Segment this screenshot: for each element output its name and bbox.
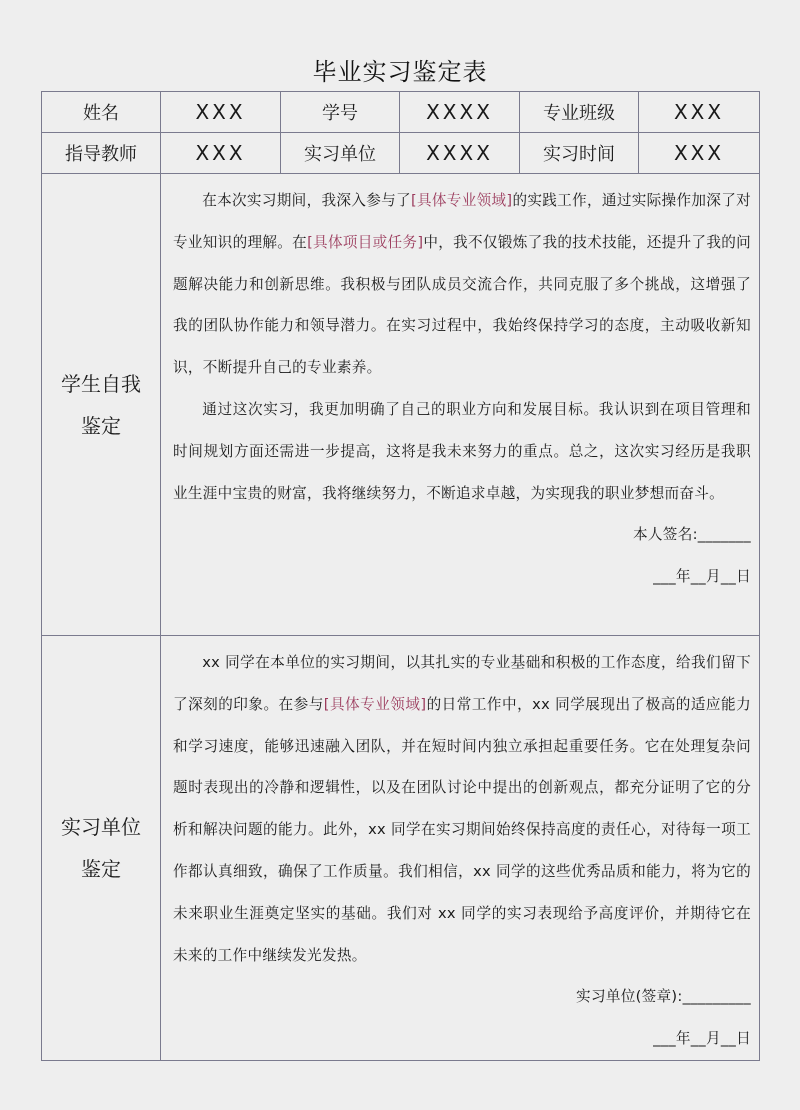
major-class-label: 专业班级 (520, 92, 639, 133)
self-eval-content (161, 174, 760, 636)
major-class-value: XXX (639, 92, 760, 133)
unit-eval-row (42, 636, 760, 1061)
internship-unit-value: XXXX (400, 133, 520, 174)
unit-signature-line: 实习单位(签章):_________ (576, 988, 751, 1006)
name-value: XXX (161, 92, 281, 133)
self-eval-paragraph-2: 通过这次实习，我更加明确了自己的职业方向和发展目标。我认识到在项目管理和时间规划方面还需进一步提高，这将是我未来努力的重点。总之，这次实习经历是我职业生涯中宝贵的财富，我将继续努力，不断追求卓越，为实现我的职业梦想而奋斗。 (173, 400, 751, 502)
unit-eval-content (161, 636, 760, 1061)
advisor-value: XXX (161, 133, 281, 174)
text-run: 在本次实习期间，我深入参与了 (202, 192, 411, 209)
unit-eval-label (42, 636, 161, 1061)
self-signature-line: 本人签名:_______ (633, 526, 751, 544)
text-run: xx 同学在本单位的实习期间，以其扎实的专业基础和积极的工作态度，给我们留下了深刻的印象。在参与 (173, 654, 751, 713)
name-label: 姓名 (42, 92, 161, 133)
internship-time-label: 实习时间 (520, 133, 639, 174)
self-eval-label (42, 174, 161, 636)
header-row-1 (42, 92, 760, 133)
self-eval-paragraph-1 (173, 180, 751, 389)
text-run: 的实践工作，通过实际操作加深了对专业知识的理解。在 (173, 192, 751, 251)
unit-eval-label-line2: 鉴定 (81, 856, 121, 881)
self-date-line: ___年__月__日 (653, 568, 751, 586)
header-row-2 (42, 133, 760, 174)
text-run: 中，我不仅锻炼了我的技术技能，还提升了我的问题解决能力和创新思维。我积极与团队成员交流合作，共同克服了多个挑战，这增强了我的团队协作能力和领导潜力。在实习过程中，我始终保持学习的态度，主动吸收新知识，不断提升自己的专业素养。 (173, 233, 752, 377)
unit-date-line: ___年__月__日 (653, 1030, 751, 1048)
placeholder-field: [具体专业领域] (323, 695, 427, 713)
page-title: 毕业实习鉴定表 (312, 58, 488, 86)
placeholder-project: [具体项目或任务] (307, 233, 424, 251)
text-run: 的日常工作中，xx 同学展现出了极高的适应能力和学习速度，能够迅速融入团队，并在短时间内独立承担起重要任务。它在处理复杂问题时表现出的冷静和逻辑性，以及在团队讨论中提出的创新观点，都充分证明了它的分析和解决问题的能力。此外，xx 同学在实习期间始终保持高度的责任心，对待每一项工作都认真细致，确保了工作质量。我们相信，xx 同学的这些优秀品质和能力，将为它的未来职业生涯奠定坚实的基础。我们对 xx 同学的实习表现给予高度评价，并期待它在未来的工作中继续发光发热。 (173, 695, 751, 964)
internship-unit-label: 实习单位 (281, 133, 400, 174)
unit-eval-label-line1: 实习单位 (61, 814, 141, 839)
advisor-label: 指导教师 (42, 133, 161, 174)
appraisal-form-table (41, 91, 760, 1061)
self-eval-label-line1: 学生自我 (61, 371, 141, 396)
internship-time-value: XXX (639, 133, 760, 174)
self-eval-label-line2: 鉴定 (81, 413, 121, 438)
student-id-label: 学号 (281, 92, 400, 133)
placeholder-field: [具体专业领域] (410, 192, 513, 209)
self-eval-row (42, 174, 760, 636)
unit-eval-paragraph-1 (173, 642, 751, 976)
student-id-value: XXXX (400, 92, 520, 133)
